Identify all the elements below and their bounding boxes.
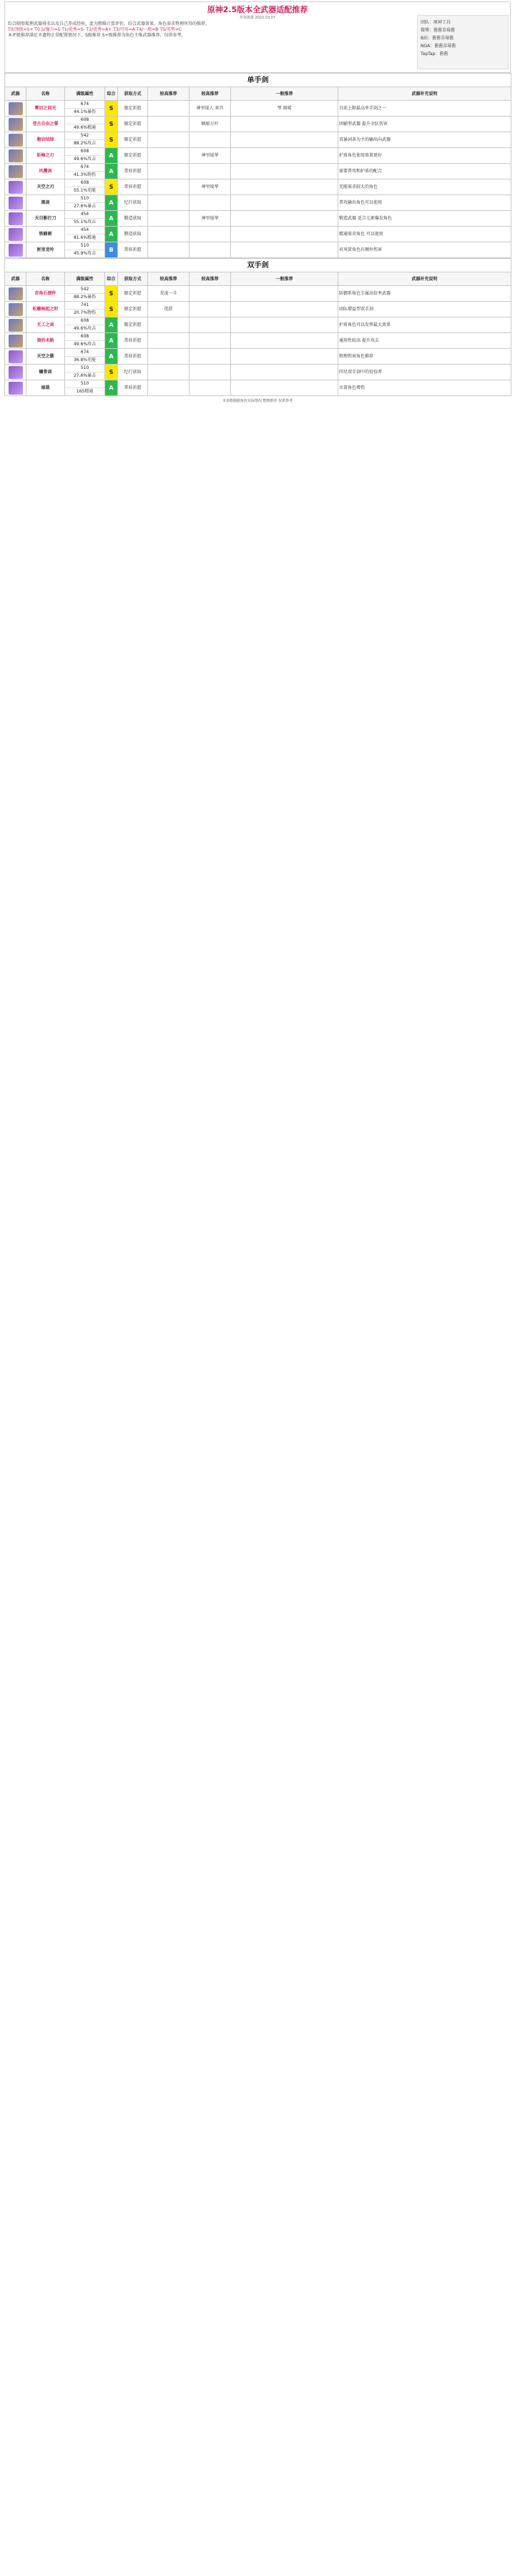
- grade-badge: S: [105, 365, 118, 380]
- base-atk: 542: [65, 132, 104, 140]
- acquire-method: 常驻祈愿: [118, 164, 148, 179]
- credit-line: 团队：原神工具: [421, 20, 451, 25]
- sub-stat: 36.8%充能: [73, 357, 97, 362]
- acquire-method: 常驻祈愿: [118, 179, 148, 195]
- weapon-note: 团队增益型双手剑: [338, 302, 511, 317]
- table-row: [5, 132, 511, 148]
- credit-line: TapTap：酱酱: [421, 51, 448, 56]
- acquire-method: 锻造获取: [118, 227, 148, 242]
- grade-badge: A: [105, 380, 118, 396]
- weapon-name: 天空之傲: [26, 349, 65, 365]
- weapon-stats: [65, 365, 105, 380]
- acquire-method: 限定祈愿: [118, 148, 148, 164]
- weapon-name: 雾切之回光: [26, 101, 65, 117]
- role-general: [231, 164, 338, 179]
- role-secondary: [190, 132, 231, 148]
- sub-stat: 55.1%攻击: [73, 219, 97, 224]
- weapon-icon-cell: [5, 333, 26, 349]
- role-secondary: [190, 317, 231, 333]
- base-atk: 542: [65, 286, 104, 294]
- weapon-icon-cell: [5, 365, 26, 380]
- weapon-icon-cell: [5, 349, 26, 365]
- weapon-stats: [65, 211, 105, 227]
- column-header: 名称: [26, 272, 65, 286]
- column-header: 武器: [5, 87, 26, 101]
- footer-note: 本表格根据角色实际情况 整理推荐 仅供参考: [222, 399, 293, 403]
- grade-badge: A: [105, 333, 118, 349]
- weapon-note: 物理伤害角色推荐: [338, 349, 511, 365]
- column-header-row: [5, 272, 511, 286]
- weapon-note: 充能需求较大的角色: [338, 179, 511, 195]
- section-title-row: [5, 259, 511, 272]
- role-primary: [148, 195, 190, 211]
- weapon-note: 四星双手剑中的佼佼者: [338, 365, 511, 380]
- weapon-table: [4, 258, 511, 396]
- grade-badge: A: [105, 211, 118, 227]
- acquire-method: 纪行获取: [118, 195, 148, 211]
- table-row: [5, 195, 511, 211]
- sub-stat: 49.6%攻击: [73, 342, 97, 347]
- table-row: [5, 148, 511, 164]
- sword-icon: [9, 287, 23, 300]
- grade-badge: A: [105, 148, 118, 164]
- section-title: 单手剑: [5, 74, 511, 87]
- table-row: [5, 101, 511, 117]
- base-atk: 510: [65, 365, 104, 372]
- role-general: [231, 195, 338, 211]
- sub-stat: 41.3%物伤: [73, 172, 97, 177]
- base-atk: 454: [65, 211, 104, 219]
- sub-stat: 55.1%充能: [73, 188, 97, 193]
- base-atk: 608: [65, 179, 104, 187]
- role-primary: [148, 227, 190, 242]
- weapon-icon-cell: [5, 164, 26, 179]
- sub-stat: 81.6%精通: [73, 235, 97, 240]
- base-atk: 510: [65, 195, 104, 203]
- weapon-icon-cell: [5, 179, 26, 195]
- column-header: 一般推荐: [231, 272, 338, 286]
- weapon-name: 苍古自由之誓: [26, 117, 65, 132]
- weapon-note: 防御系角色专属高倍率武器: [338, 286, 511, 302]
- acquire-method: 限定祈愿: [118, 101, 148, 117]
- role-general: [231, 179, 338, 195]
- weapon-icon-cell: [5, 148, 26, 164]
- grade-badge: A: [105, 317, 118, 333]
- weapon-name: 斫峰之刃: [26, 148, 65, 164]
- sword-icon: [9, 350, 23, 363]
- column-header: 较高推荐: [148, 87, 190, 101]
- role-secondary: [190, 164, 231, 179]
- sub-stat: 49.6%精通: [73, 125, 97, 130]
- role-secondary: [190, 349, 231, 365]
- sword-icon: [9, 165, 23, 178]
- grade-badge: A: [105, 195, 118, 211]
- sword-icon: [9, 366, 23, 379]
- weapon-stats: [65, 242, 105, 258]
- role-general: [231, 380, 338, 396]
- weapon-icon-cell: [5, 380, 26, 396]
- role-secondary: 神里绫人 宵宫: [190, 101, 231, 117]
- weapon-name: 狼的末路: [26, 333, 65, 349]
- weapon-name: 铁蜂刺: [26, 227, 65, 242]
- sword-icon: [9, 118, 23, 131]
- sword-icon: [9, 303, 23, 316]
- weapon-stats: [65, 227, 105, 242]
- grade-badge: S: [105, 132, 118, 148]
- sub-stat: 88.2%暴伤: [73, 295, 97, 300]
- table-row: [5, 286, 511, 302]
- intro-line: T0/顶级=S+ T0.5/强力=S T1/优秀=S- T2/优秀=A+ T3/可用=A T4/一般=B T5/劣势=C: [8, 27, 182, 32]
- role-primary: [148, 132, 190, 148]
- role-general: [231, 317, 338, 333]
- column-header: 武器: [5, 272, 26, 286]
- role-secondary: [190, 365, 231, 380]
- section-title: 双手剑: [5, 259, 511, 272]
- role-general: [231, 132, 338, 148]
- weapon-note: 需要普攻和护盾的配合: [338, 164, 511, 179]
- weapon-icon-cell: [5, 117, 26, 132]
- grade-badge: S: [105, 179, 118, 195]
- column-header: 较高推荐: [190, 272, 231, 286]
- weapon-name: 无工之剑: [26, 317, 65, 333]
- acquire-method: 限定祈愿: [118, 302, 148, 317]
- base-atk: 608: [65, 317, 104, 325]
- base-atk: 608: [65, 333, 104, 341]
- page-title: 原神2.5版本全武器适配推荐: [207, 5, 308, 14]
- table-row: [5, 242, 511, 258]
- acquire-method: 常驻祈愿: [118, 333, 148, 349]
- acquire-method: 限定祈愿: [118, 132, 148, 148]
- credit-line: B站：酱酱草莓酱: [421, 36, 454, 41]
- acquire-method: 常驻祈愿: [118, 242, 148, 258]
- sword-icon: [9, 335, 23, 347]
- intro-text: [5, 20, 411, 40]
- intro-line: 本评级推荐满足圣遗物正常配置情况下，S级推荐 S+级推荐为角色主推武器推荐，仅供参考。: [8, 33, 186, 38]
- weapon-icon-cell: [5, 286, 26, 302]
- role-primary: 荒泷一斗: [148, 286, 190, 302]
- table-row: [5, 302, 511, 317]
- weapon-icon-cell: [5, 242, 26, 258]
- column-header: 综合: [105, 87, 118, 101]
- table-row: [5, 179, 511, 195]
- role-primary: [148, 101, 190, 117]
- weapon-stats: [65, 132, 105, 148]
- table-row: [5, 211, 511, 227]
- role-general: [231, 302, 338, 317]
- column-header: 武器补充说明: [338, 87, 511, 101]
- author-line: 草莓酱酱 2022.03.07: [239, 16, 276, 20]
- role-general: [231, 286, 338, 302]
- sword-icon: [9, 228, 23, 241]
- grade-badge: S: [105, 117, 118, 132]
- role-secondary: 神里绫华: [190, 179, 231, 195]
- grade-badge: B: [105, 242, 118, 258]
- acquire-method: 纪行获取: [118, 365, 148, 380]
- role-secondary: 神里绫华: [190, 211, 231, 227]
- base-atk: 674: [65, 101, 104, 109]
- role-primary: [148, 179, 190, 195]
- weapon-stats: [65, 380, 105, 396]
- weapon-stats: [65, 349, 105, 365]
- table-row: [5, 333, 511, 349]
- weapon-name: 风鹰剑: [26, 164, 65, 179]
- sword-icon: [9, 102, 23, 115]
- weapon-note: 团辅型武器 提升全队伤害: [338, 117, 511, 132]
- role-general: [231, 211, 338, 227]
- weapon-note: 普攻输出角色可以使用: [338, 195, 511, 211]
- weapon-name: 赤角石溃杵: [26, 286, 65, 302]
- weapon-name: 磐岩结绿: [26, 132, 65, 148]
- role-general: [231, 349, 338, 365]
- column-header: 获取方式: [118, 272, 148, 286]
- weapon-name: 匣里龙吟: [26, 242, 65, 258]
- role-secondary: 枫原万叶: [190, 117, 231, 132]
- role-primary: [148, 211, 190, 227]
- table-row: [5, 380, 511, 396]
- intro-line: 综合隔壁狐狸武器排名以及自己养成经验，此为粗略计算评价，结合武器效果、角色需求整理所得的推荐。: [8, 21, 210, 26]
- section-title-row: [5, 74, 511, 87]
- weapon-stats: [65, 302, 105, 317]
- sword-icon: [9, 319, 23, 332]
- acquire-method: 常驻祈愿: [118, 349, 148, 365]
- table-row: [5, 365, 511, 380]
- weapon-stats: [65, 286, 105, 302]
- grade-badge: A: [105, 227, 118, 242]
- column-header: 满级属性: [65, 87, 105, 101]
- sword-icon: [9, 149, 23, 162]
- column-header-row: [5, 87, 511, 101]
- column-header: 名称: [26, 87, 65, 101]
- base-atk: 674: [65, 164, 104, 172]
- role-general: [231, 227, 338, 242]
- weapon-name: 黑剑: [26, 195, 65, 211]
- weapon-table: [4, 73, 511, 258]
- sub-stat: 49.6%攻击: [73, 157, 97, 162]
- role-primary: [148, 117, 190, 132]
- role-primary: [148, 380, 190, 396]
- table-row: [5, 349, 511, 365]
- weapon-stats: [65, 164, 105, 179]
- weapon-stats: [65, 148, 105, 164]
- column-header: 较高推荐: [148, 272, 190, 286]
- weapon-icon-cell: [5, 211, 26, 227]
- acquire-method: 限定祈愿: [118, 117, 148, 132]
- base-atk: 510: [65, 380, 104, 388]
- role-primary: [148, 365, 190, 380]
- role-primary: [148, 333, 190, 349]
- credit-line: 微博：酱酱草莓酱: [421, 28, 456, 33]
- weapon-icon-cell: [5, 101, 26, 117]
- role-secondary: [190, 333, 231, 349]
- weapon-note: 护盾角色可以发挥最大效果: [338, 317, 511, 333]
- role-primary: [148, 349, 190, 365]
- weapon-name: 松籁响起之时: [26, 302, 65, 317]
- header-panel: [4, 1, 511, 73]
- table-row: [5, 117, 511, 132]
- base-atk: 608: [65, 117, 104, 124]
- weapon-note: 锻造武器 适合元素爆发角色: [338, 211, 511, 227]
- role-secondary: [190, 302, 231, 317]
- table-row: [5, 227, 511, 242]
- column-header: 较高推荐: [190, 87, 231, 101]
- role-general: [231, 333, 338, 349]
- role-general: [231, 117, 338, 132]
- sub-stat: 165精通: [76, 389, 94, 394]
- role-primary: [148, 242, 190, 258]
- acquire-method: 常驻祈愿: [118, 380, 148, 396]
- role-primary: 优菈: [148, 302, 190, 317]
- base-atk: 510: [65, 242, 104, 250]
- weapon-name: 天目影打刀: [26, 211, 65, 227]
- sword-icon: [9, 134, 23, 147]
- role-secondary: [190, 286, 231, 302]
- sword-icon: [9, 244, 23, 257]
- sub-stat: 49.6%攻击: [73, 326, 97, 331]
- sub-stat: 88.2%攻击: [73, 141, 97, 146]
- column-header: 获取方式: [118, 87, 148, 101]
- sub-stat: 27.6%暴击: [73, 204, 97, 209]
- weapon-name: 螭骨剑: [26, 365, 65, 380]
- base-atk: 741: [65, 302, 104, 310]
- weapon-note: 精通需求角色 可以使用: [338, 227, 511, 242]
- role-secondary: 神里绫华: [190, 148, 231, 164]
- role-primary: [148, 148, 190, 164]
- weapon-name: 天空之刃: [26, 179, 65, 195]
- credits-box: [417, 15, 509, 69]
- weapon-icon-cell: [5, 302, 26, 317]
- weapon-stats: [65, 195, 105, 211]
- weapon-icon-cell: [5, 227, 26, 242]
- role-general: [231, 242, 338, 258]
- weapon-icon-cell: [5, 195, 26, 211]
- role-secondary: [190, 380, 231, 396]
- weapon-icon-cell: [5, 317, 26, 333]
- grade-badge: A: [105, 164, 118, 179]
- weapon-note: 通用性较高 提升攻击: [338, 333, 511, 349]
- sword-icon: [9, 382, 23, 395]
- weapon-stats: [65, 117, 105, 132]
- weapon-note: 双暴词条为主的输出向武器: [338, 132, 511, 148]
- sword-icon: [9, 197, 23, 209]
- role-secondary: [190, 195, 231, 211]
- weapon-note: 护盾角色使用效果更好: [338, 148, 511, 164]
- role-secondary: [190, 242, 231, 258]
- role-primary: [148, 164, 190, 179]
- base-atk: 454: [65, 227, 104, 235]
- column-header: 综合: [105, 272, 118, 286]
- weapon-stats: [65, 101, 105, 117]
- role-general: 琴 刻晴: [231, 101, 338, 117]
- weapon-stats: [65, 317, 105, 333]
- column-header: 一般推荐: [231, 87, 338, 101]
- acquire-method: 限定祈愿: [118, 286, 148, 302]
- weapon-note: 水雷角色增伤: [338, 380, 511, 396]
- weapon-stats: [65, 333, 105, 349]
- base-atk: 674: [65, 349, 104, 357]
- column-header: 满级属性: [65, 272, 105, 286]
- role-general: [231, 365, 338, 380]
- table-row: [5, 317, 511, 333]
- acquire-method: 锻造获取: [118, 211, 148, 227]
- role-primary: [148, 317, 190, 333]
- grade-badge: S: [105, 101, 118, 117]
- weapon-icon-cell: [5, 132, 26, 148]
- weapon-name: 雨裁: [26, 380, 65, 396]
- weapon-tables: [4, 73, 511, 396]
- sword-icon: [9, 181, 23, 194]
- table-row: [5, 164, 511, 179]
- weapon-note: 对风雷角色有额外伤害: [338, 242, 511, 258]
- grade-badge: S: [105, 302, 118, 317]
- weapon-note: 目前上限最高单手剑之一: [338, 101, 511, 117]
- grade-badge: A: [105, 349, 118, 365]
- role-general: [231, 148, 338, 164]
- column-header: 武器补充说明: [338, 272, 511, 286]
- sub-stat: 45.9%攻击: [73, 251, 97, 256]
- base-atk: 608: [65, 148, 104, 156]
- credit-line: NGA：酱酱草莓酱: [421, 44, 456, 49]
- weapon-stats: [65, 179, 105, 195]
- sub-stat: 44.1%暴伤: [73, 109, 97, 114]
- acquire-method: 限定祈愿: [118, 317, 148, 333]
- sub-stat: 27.6%暴击: [73, 373, 97, 378]
- grade-badge: S: [105, 286, 118, 302]
- sub-stat: 20.7%物伤: [73, 310, 97, 315]
- role-secondary: [190, 227, 231, 242]
- sword-icon: [9, 212, 23, 225]
